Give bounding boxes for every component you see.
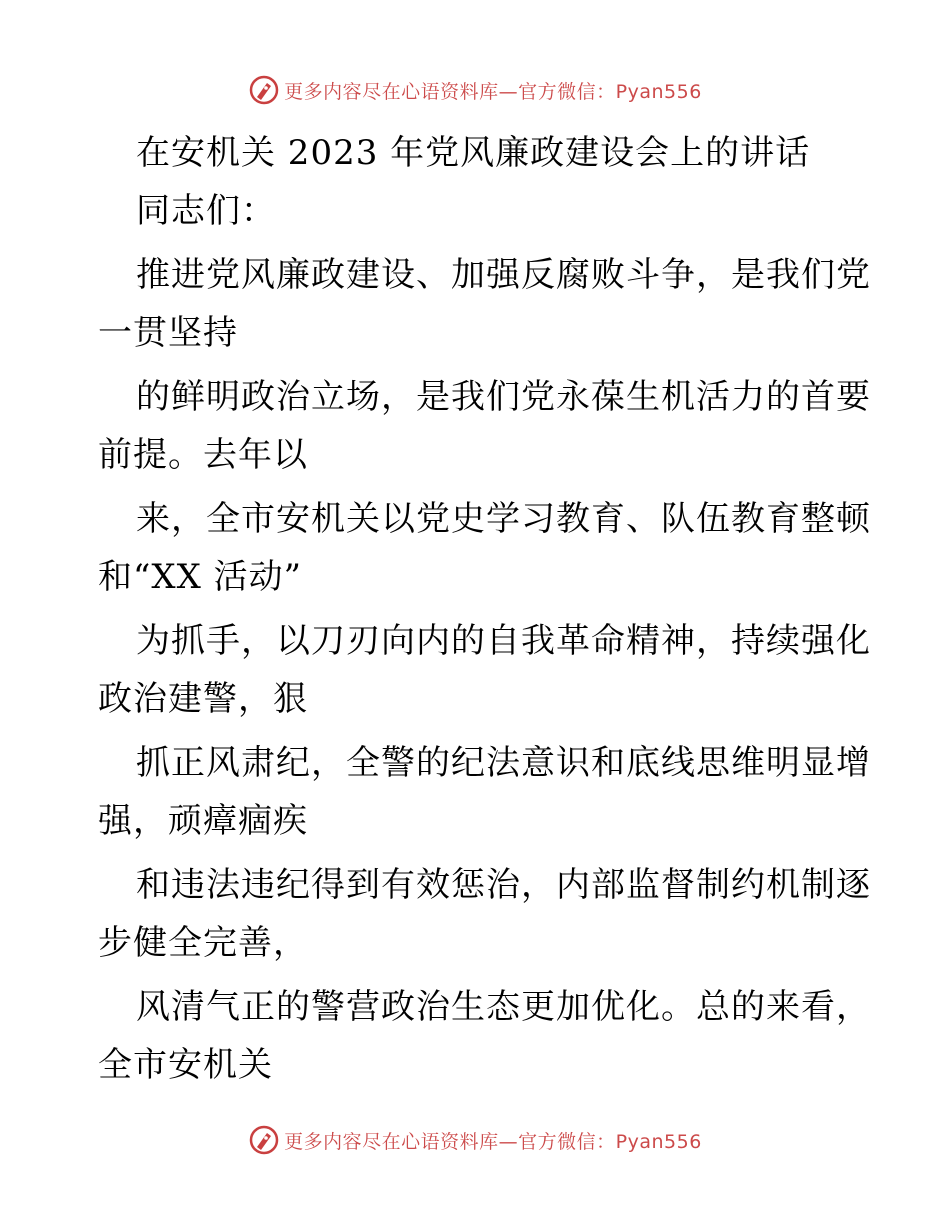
paragraph-line: 强，顽瘴痼疾 (98, 801, 308, 841)
paragraph-line: 的鲜明政治立场，是我们党永葆生机活力的首要 (136, 377, 871, 417)
pen-nib-logo-icon (248, 1124, 280, 1156)
paragraph-line: 一贯坚持 (98, 313, 238, 353)
header-watermark (0, 70, 950, 110)
paragraph-line: 步健全完善， (98, 923, 308, 963)
paragraph-line: 和违法违纪得到有效惩治，内部监督制约机制逐 (136, 865, 871, 905)
pen-nib-logo-icon (248, 74, 280, 106)
paragraph-line: 推进党风廉政建设、加强反腐败斗争，是我们党 (136, 255, 871, 295)
paragraph-line: 政治建警，狠 (98, 679, 308, 719)
watermark-text: 更多内容尽在心语资料库—官方微信：Pyan556 (284, 80, 702, 103)
paragraph-line: 前提。去年以 (98, 435, 308, 475)
paragraph-line: 抓正风肃纪，全警的纪法意识和底线思维明显增 (136, 743, 871, 783)
paragraph-line: 风清气正的警营政治生态更加优化。总的来看， (136, 987, 871, 1027)
document-body (98, 124, 871, 1094)
paragraph-line: 为抓手，以刀刃向内的自我革命精神，持续强化 (136, 621, 871, 661)
document-title: 在安机关 2023 年党风廉政建设会上的讲话 (136, 133, 811, 173)
paragraph-line: 来，全市安机关以党史学习教育、队伍教育整顿 (136, 499, 871, 539)
footer-watermark (0, 1120, 950, 1160)
paragraph-line: 全市安机关 (98, 1045, 273, 1085)
salutation: 同志们： (136, 191, 276, 231)
paragraph-line: 和“XX 活动” (98, 557, 302, 597)
watermark-text: 更多内容尽在心语资料库—官方微信：Pyan556 (284, 1130, 702, 1153)
